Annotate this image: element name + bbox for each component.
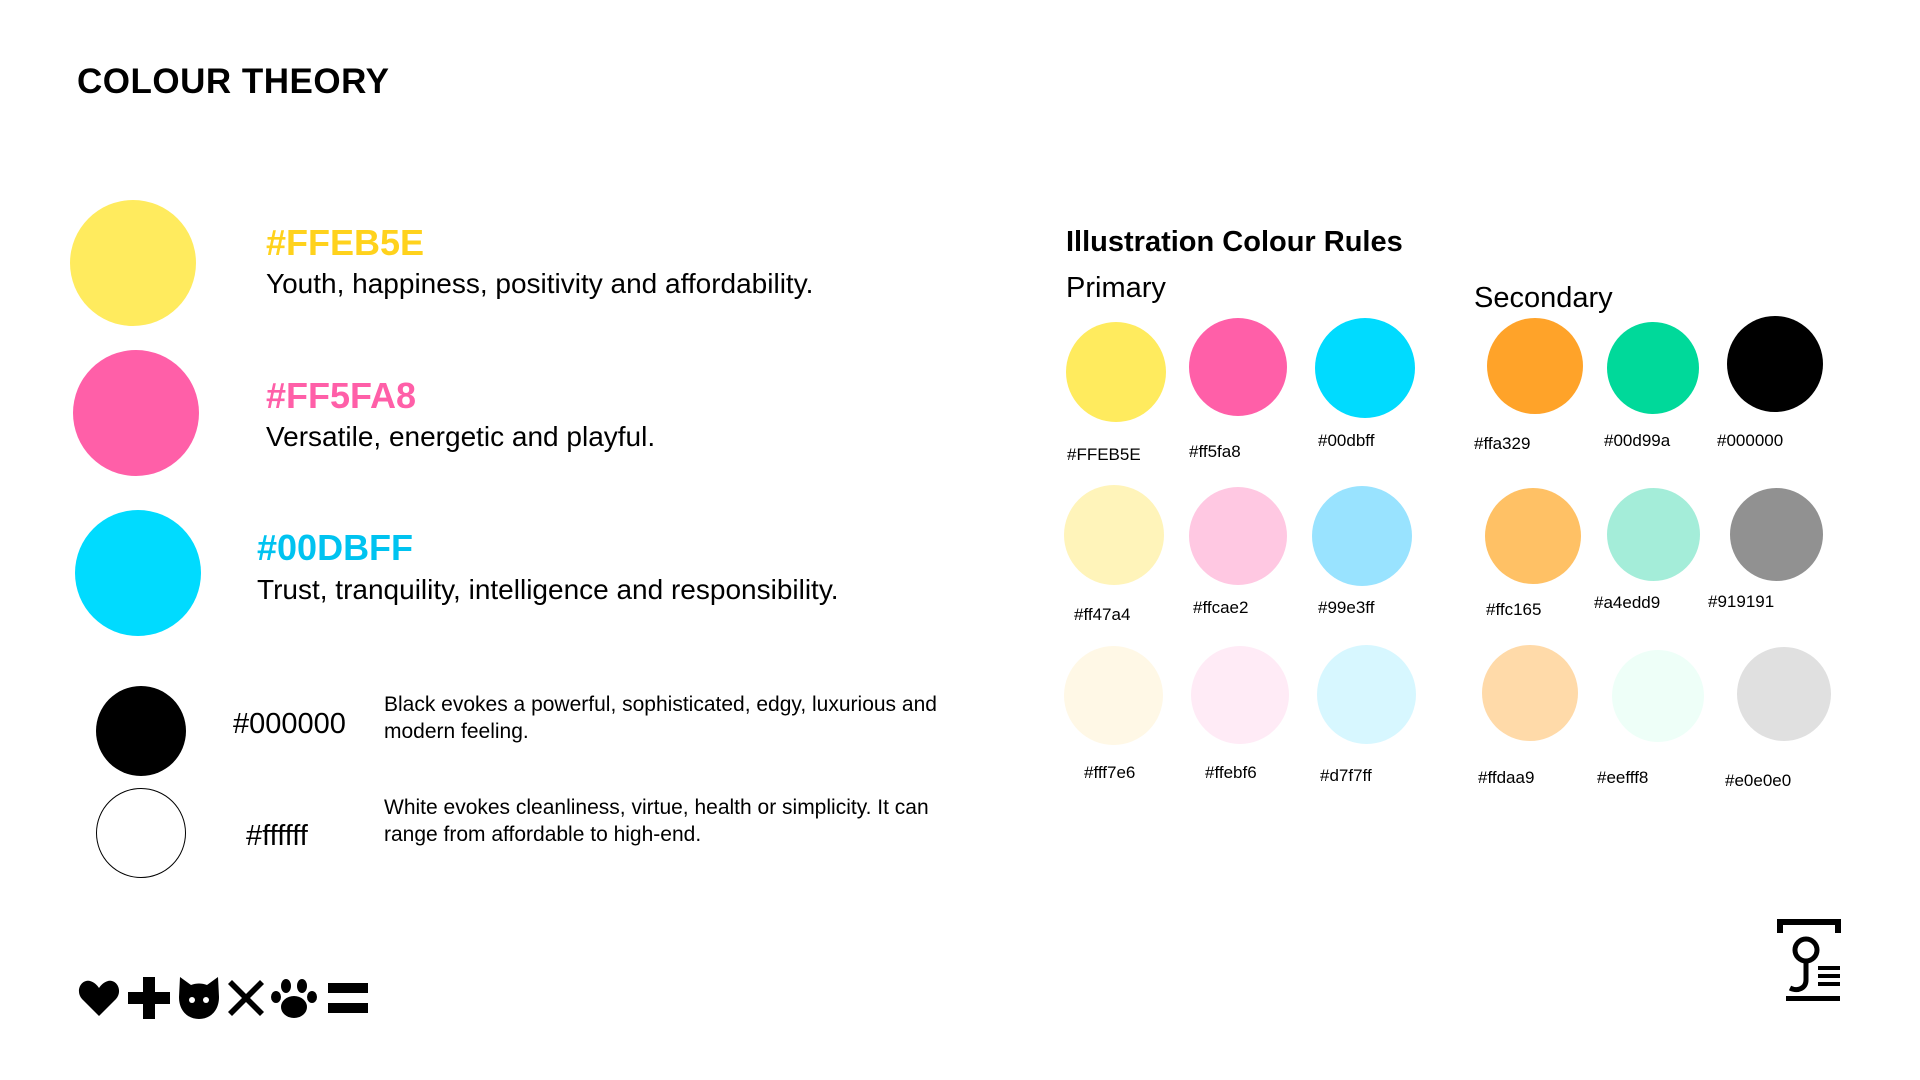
icon-strip	[78, 975, 378, 1021]
neutral-swatch-white	[96, 788, 186, 878]
secondary-swatch-5-label: #a4edd9	[1594, 593, 1661, 612]
main-hex-yellow: #FFEB5E	[266, 222, 425, 263]
primary-swatch-8-label: #ffebf6	[1205, 763, 1257, 782]
secondary-swatch-1	[1487, 318, 1583, 414]
primary-swatch-4-label: #ff47a4	[1074, 605, 1131, 624]
neutral-desc-black: Black evokes a powerful, sophisticated, edgy, luxurious and modern feeling.	[384, 693, 937, 743]
secondary-swatch-8	[1612, 650, 1704, 742]
secondary-swatch-3-label: #000000	[1717, 431, 1784, 450]
secondary-swatch-9-label: #e0e0e0	[1725, 771, 1792, 790]
secondary-swatch-2-label: #00d99a	[1604, 431, 1671, 450]
main-desc-pink: Versatile, energetic and playful.	[266, 421, 656, 452]
secondary-swatch-3	[1727, 316, 1823, 412]
primary-swatch-5-label: #ffcae2	[1193, 598, 1249, 617]
main-desc-cyan: Trust, tranquility, intelligence and responsibility.	[257, 574, 839, 605]
secondary-label: Secondary	[1474, 282, 1613, 314]
paw-icon	[271, 977, 317, 1019]
neutral-swatch-black	[96, 686, 186, 776]
primary-swatch-3	[1315, 318, 1415, 418]
primary-swatch-4	[1064, 485, 1164, 585]
neutral-hex-black: #000000	[233, 708, 346, 740]
neutral-desc-white: White evokes cleanliness, virtue, health or simplicity. It can range from affordable to high-end.	[384, 796, 929, 846]
secondary-swatch-6-label: #919191	[1708, 592, 1775, 611]
plus-icon	[128, 977, 170, 1019]
primary-swatch-5	[1189, 487, 1287, 585]
primary-swatch-6	[1312, 486, 1412, 586]
brand-logo-icon	[1776, 918, 1842, 1004]
secondary-swatch-7	[1482, 645, 1578, 741]
secondary-swatch-6	[1730, 488, 1823, 581]
primary-label: Primary	[1066, 272, 1166, 304]
primary-swatch-3-label: #00dbff	[1318, 431, 1375, 450]
primary-swatch-7-label: #fff7e6	[1084, 763, 1136, 782]
primary-swatch-7	[1064, 646, 1163, 745]
primary-swatch-9-label: #d7f7ff	[1320, 766, 1372, 785]
secondary-swatch-4-label: #ffc165	[1486, 600, 1542, 619]
primary-swatch-2	[1189, 318, 1287, 416]
neutral-hex-white: #ffffff	[246, 820, 308, 852]
primary-swatch-8	[1191, 646, 1289, 744]
page-title: COLOUR THEORY	[77, 62, 390, 101]
secondary-swatch-4	[1485, 488, 1581, 584]
heart-icon	[78, 978, 120, 1018]
main-swatch-pink	[73, 350, 199, 476]
secondary-swatch-5	[1607, 488, 1700, 581]
secondary-swatch-1-label: #ffa329	[1474, 434, 1531, 453]
secondary-swatch-2	[1607, 322, 1699, 414]
cat-icon	[177, 975, 221, 1021]
primary-swatch-9	[1317, 645, 1416, 744]
rules-title: Illustration Colour Rules	[1066, 226, 1403, 258]
secondary-swatch-8-label: #eefff8	[1597, 768, 1649, 787]
main-hex-cyan: #00DBFF	[257, 527, 414, 568]
primary-swatch-1-label: #FFEB5E	[1067, 445, 1141, 464]
times-icon	[228, 980, 264, 1016]
primary-swatch-2-label: #ff5fa8	[1189, 442, 1241, 461]
main-swatch-cyan	[75, 510, 201, 636]
equals-icon	[328, 983, 368, 1013]
primary-swatch-6-label: #99e3ff	[1318, 598, 1375, 617]
secondary-swatch-9	[1737, 647, 1831, 741]
main-swatch-yellow	[70, 200, 196, 326]
main-hex-pink: #FF5FA8	[266, 375, 417, 416]
main-desc-yellow: Youth, happiness, positivity and affordability.	[266, 268, 814, 299]
primary-swatch-1	[1066, 322, 1166, 422]
secondary-swatch-7-label: #ffdaa9	[1478, 768, 1535, 787]
